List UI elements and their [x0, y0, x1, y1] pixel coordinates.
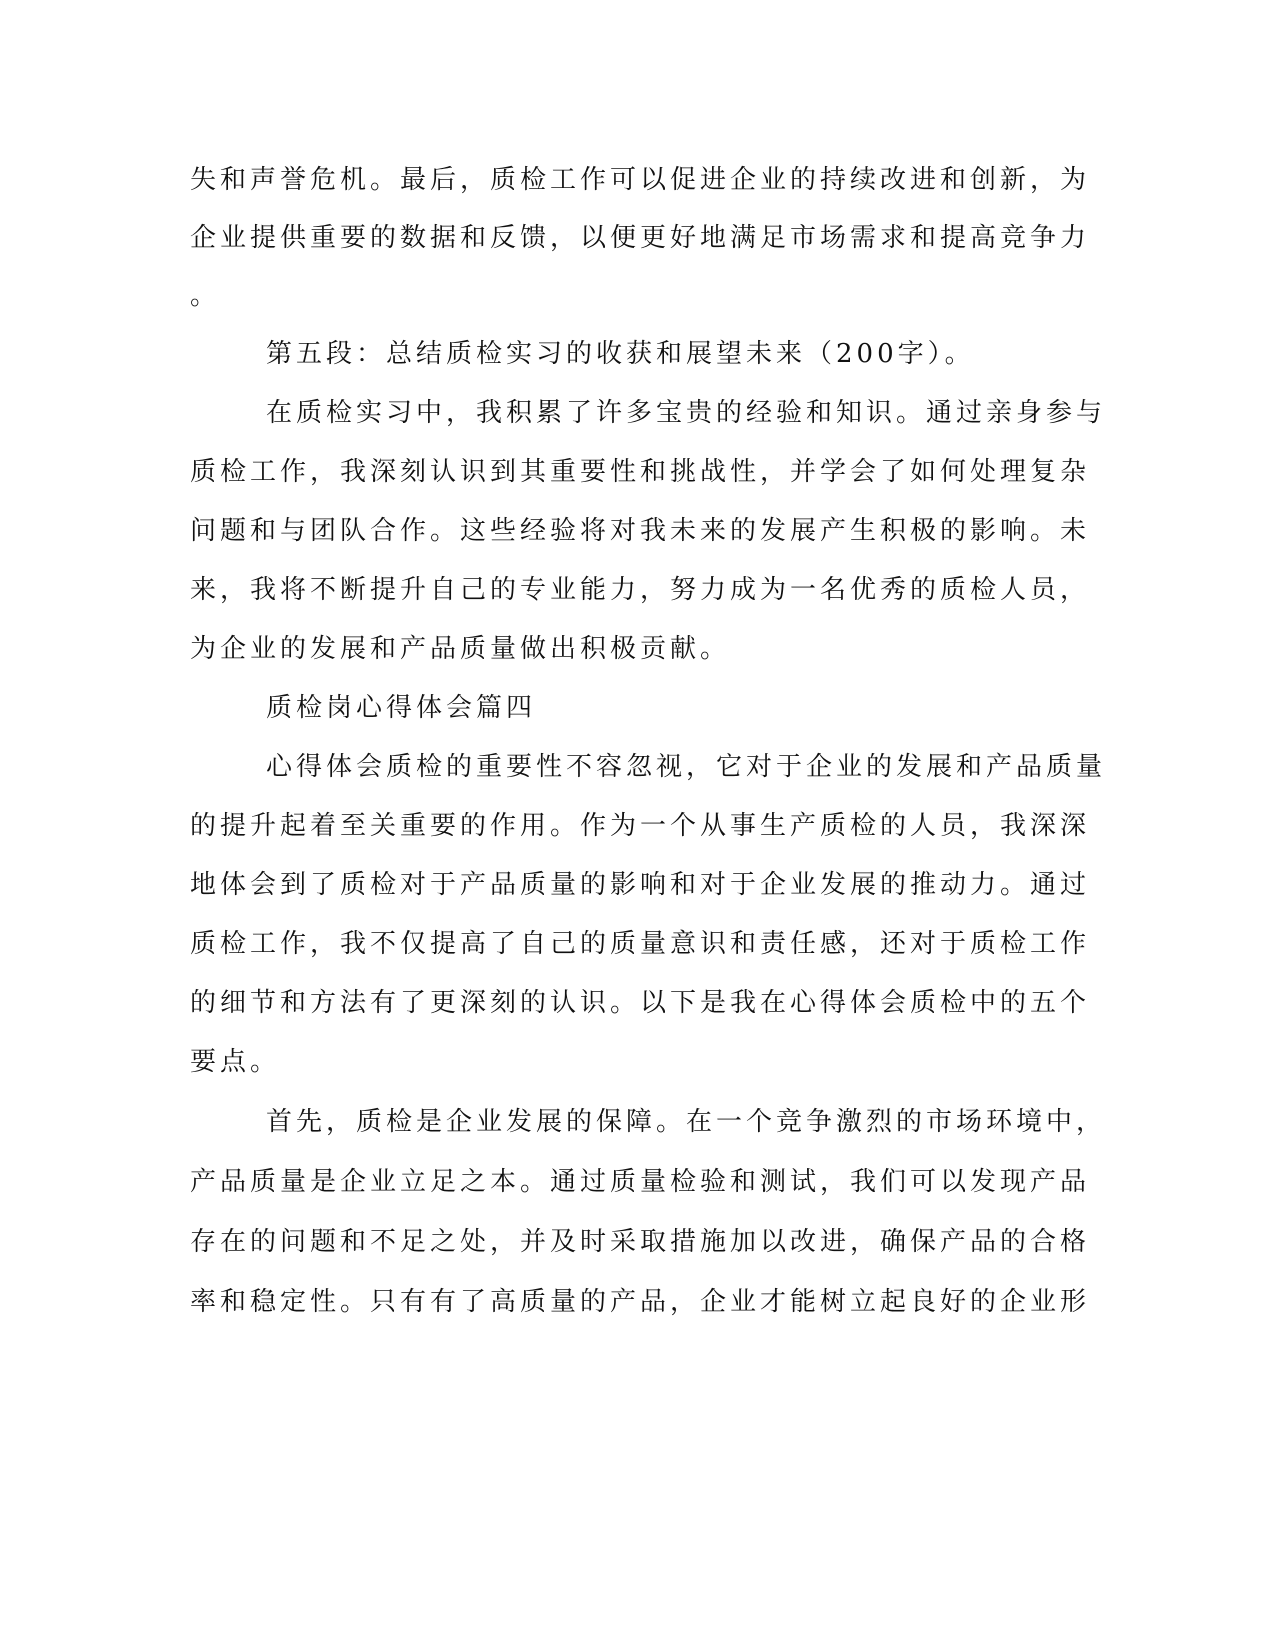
text-line: 的提升起着至关重要的作用。作为一个从事生产质检的人员，我深深	[190, 811, 1091, 841]
text-line: 问题和与团队合作。这些经验将对我未来的发展产生积极的影响。未	[190, 516, 1091, 546]
text-line: 质检工作，我不仅提高了自己的质量意识和责任感，还对于质检工作	[190, 929, 1091, 959]
text-line: 质检工作，我深刻认识到其重要性和挑战性，并学会了如何处理复杂	[190, 457, 1091, 487]
text-line: 失和声誉危机。最后，质检工作可以促进企业的持续改进和创新，为	[190, 165, 1091, 195]
text-line: 的细节和方法有了更深刻的认识。以下是我在心得体会质检中的五个	[190, 988, 1091, 1018]
text-line: 首先，质检是企业发展的保障。在一个竞争激烈的市场环境中，	[266, 1107, 1107, 1137]
text-line: 率和稳定性。只有有了高质量的产品，企业才能树立起良好的企业形	[190, 1287, 1091, 1317]
text-line: 企业提供重要的数据和反馈，以便更好地满足市场需求和提高竞争力	[190, 223, 1091, 253]
text-line: 存在的问题和不足之处，并及时采取措施加以改进，确保产品的合格	[190, 1227, 1091, 1257]
text-line: 来，我将不断提升自己的专业能力，努力成为一名优秀的质检人员，	[190, 575, 1091, 605]
section-heading: 第五段：总结质检实习的收获和展望未来（200字）。	[266, 339, 975, 369]
text-line: 地体会到了质检对于产品质量的影响和对于企业发展的推动力。通过	[190, 870, 1091, 900]
text-line: 。	[190, 281, 221, 311]
text-line: 为企业的发展和产品质量做出积极贡献。	[190, 634, 731, 664]
text-line: 产品质量是企业立足之本。通过质量检验和测试，我们可以发现产品	[190, 1167, 1091, 1197]
text-line: 在质检实习中，我积累了许多宝贵的经验和知识。通过亲身参与	[266, 398, 1107, 428]
section-title: 质检岗心得体会篇四	[266, 693, 537, 723]
text-line: 要点。	[190, 1047, 281, 1077]
text-line: 心得体会质检的重要性不容忽视，它对于企业的发展和产品质量	[266, 752, 1107, 782]
